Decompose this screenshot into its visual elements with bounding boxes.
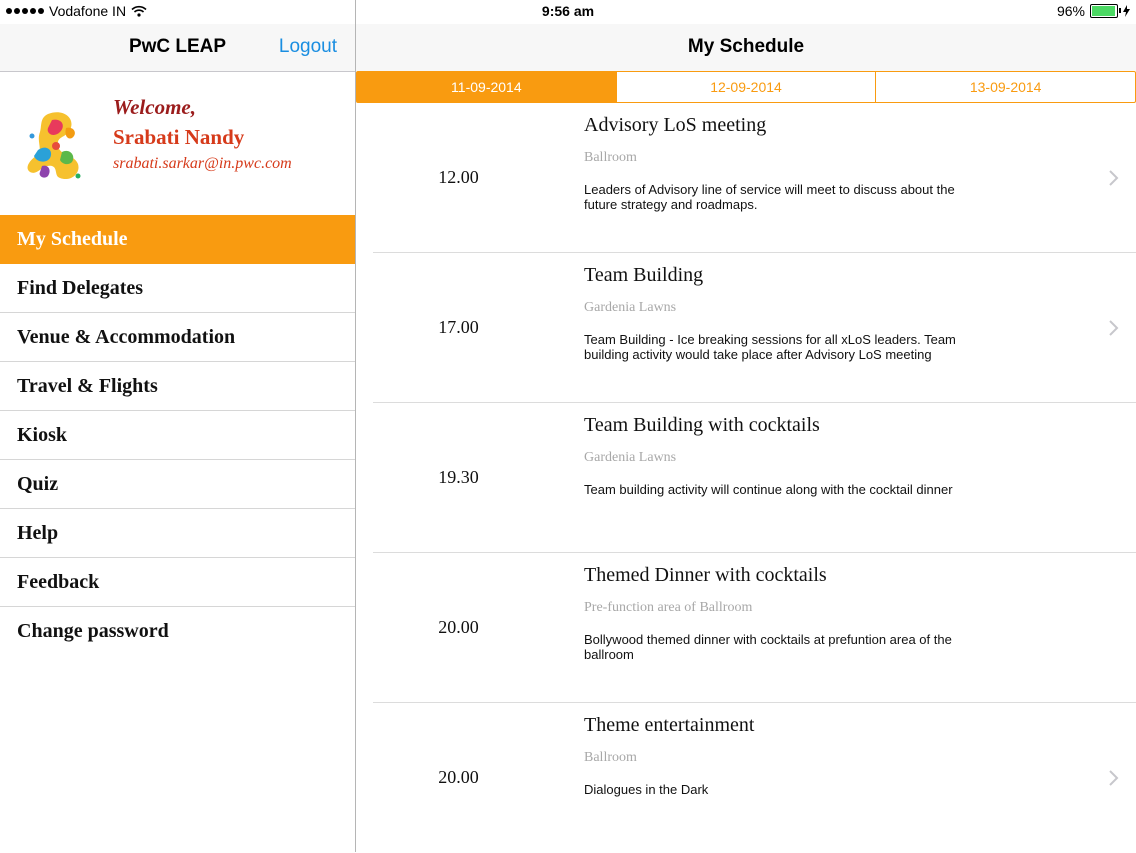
chevron-right-icon <box>1108 767 1120 789</box>
status-time: 9:56 am <box>541 3 595 19</box>
welcome-text: Welcome, <box>113 95 196 119</box>
carrier-name: Vodafone IN <box>49 3 127 19</box>
sidebar-item-kiosk[interactable]: Kiosk <box>0 411 355 460</box>
tab-date-2[interactable]: 12-09-2014 <box>616 72 876 102</box>
battery-icon <box>1090 4 1118 18</box>
event-title: Team Building with cocktails <box>584 414 820 436</box>
sidebar-item-help[interactable]: Help <box>0 509 355 558</box>
event-time: 20.00 <box>438 617 479 637</box>
event-description: Bollywood themed dinner with cocktails at prefuntion area of the ballroom <box>584 632 952 662</box>
event-description: Team building activity will continue along with the cocktail dinner <box>584 482 953 497</box>
sidebar-item-change-password[interactable]: Change password <box>17 619 169 642</box>
tab-date-1[interactable]: 11-09-2014 <box>357 72 616 102</box>
main-panel <box>356 0 1136 852</box>
event-time: 17.00 <box>438 317 479 337</box>
event-title: Theme entertainment <box>584 714 755 736</box>
sidebar <box>0 0 356 852</box>
schedule-row[interactable] <box>356 253 1136 403</box>
sidebar-item-quiz[interactable]: Quiz <box>0 460 355 509</box>
sidebar-menu <box>0 215 355 655</box>
tab-date-3[interactable]: 13-09-2014 <box>875 72 1135 102</box>
schedule-row[interactable] <box>356 103 1136 253</box>
chevron-right-icon <box>1108 167 1120 189</box>
charging-icon <box>1123 5 1130 17</box>
event-description: Leaders of Advisory line of service will meet to discuss about the future strategy and roadmaps. <box>584 182 955 212</box>
schedule-row[interactable] <box>356 703 1136 853</box>
event-description: Dialogues in the Dark <box>584 782 709 797</box>
logout-button[interactable]: Logout <box>278 36 337 57</box>
event-title: Team Building <box>584 264 704 286</box>
app-title: PwC LEAP <box>128 36 227 57</box>
sidebar-navbar <box>0 24 355 72</box>
main-navbar <box>356 24 1136 71</box>
sidebar-item-venue-accommodation[interactable]: Venue & Accommodation <box>0 313 355 362</box>
event-venue: Ballroom <box>584 750 637 765</box>
event-time: 12.00 <box>438 167 479 187</box>
profile-card <box>0 72 355 214</box>
event-title: Advisory LoS meeting <box>584 114 767 136</box>
date-tabs <box>356 71 1136 103</box>
event-time: 19.30 <box>438 467 479 487</box>
event-title: Themed Dinner with cocktails <box>584 564 827 586</box>
page-title: My Schedule <box>687 36 805 57</box>
event-venue: Pre-function area of Ballroom <box>584 600 753 615</box>
event-venue: Ballroom <box>584 150 637 165</box>
sidebar-item-feedback[interactable]: Feedback <box>0 558 355 607</box>
schedule-row[interactable] <box>356 553 1136 703</box>
sidebar-item-my-schedule[interactable]: My Schedule <box>0 215 355 264</box>
sidebar-item-travel-flights[interactable]: Travel & Flights <box>0 362 355 411</box>
battery-percent: 96% <box>1056 3 1085 19</box>
event-description: Team Building - Ice breaking sessions for all xLoS leaders. Team building activity would take place after Advisory LoS meeting <box>584 332 956 362</box>
event-venue: Gardenia Lawns <box>584 450 677 465</box>
schedule-row[interactable] <box>356 403 1136 553</box>
schedule-list <box>356 103 1136 853</box>
user-name: Srabati Nandy <box>113 125 245 149</box>
event-venue: Gardenia Lawns <box>584 300 677 315</box>
sidebar-item-find-delegates[interactable]: Find Delegates <box>0 264 355 313</box>
battery-info <box>1057 3 1130 19</box>
avatar-splash-icon <box>18 106 93 186</box>
status-bar <box>0 0 1136 24</box>
chevron-right-icon <box>1108 317 1120 339</box>
user-email: srabati.sarkar@in.pwc.com <box>113 155 292 172</box>
event-time: 20.00 <box>438 767 479 787</box>
